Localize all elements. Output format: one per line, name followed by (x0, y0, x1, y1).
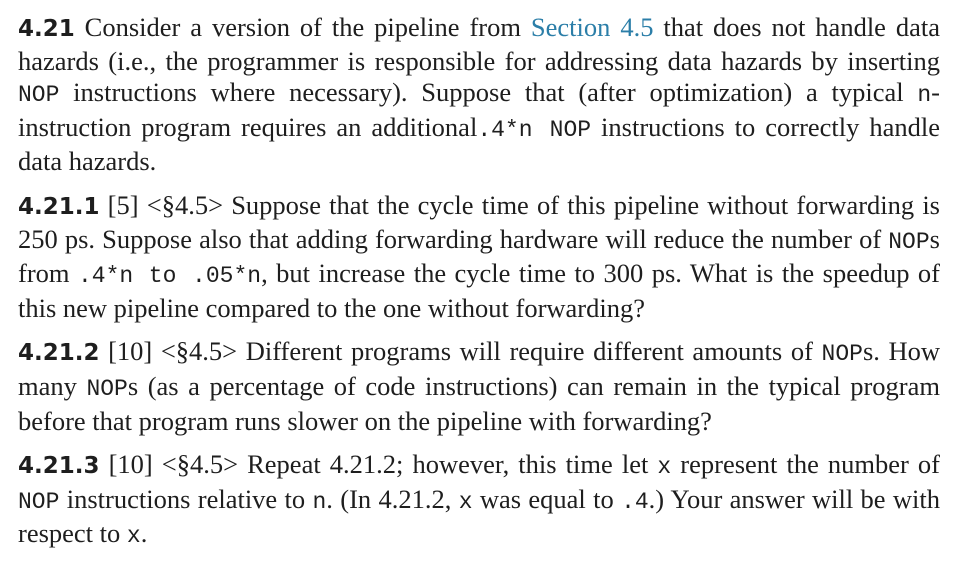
code-term: .4*n NOP (477, 116, 592, 143)
code-term: NOP (821, 341, 863, 368)
part-number: 4.21.1 (18, 193, 100, 220)
code-term: NOP (18, 82, 60, 109)
problem-text: that does not handle data hazards (i.e., the programmer is responsible for addressing data hazards by inserting (18, 12, 940, 76)
code-term: NOP (888, 228, 930, 255)
code-term: x (657, 454, 672, 481)
part-text: , but increase the cycle time to 300 ps. What is the speedup of this new pipeline compared to the one without forwarding? (18, 258, 941, 323)
part-4-21-3 (18, 449, 940, 553)
part-text: [10] <§4.5> Repeat 4.21.2; however, this time let (99, 449, 658, 480)
part-text: was equal to (472, 483, 622, 514)
problem-text: Consider a version of the pipeline from (74, 12, 531, 42)
part-text: s from (18, 223, 940, 289)
part-text: . (In 4.21.2, (326, 483, 459, 514)
part-text: . (140, 518, 148, 549)
exercise-page (18, 12, 940, 565)
part-text: represent the number of (671, 449, 941, 480)
part-text: s (as a percentage of code instructions) can remain in the typical program before that program runs slower on the pipeline with forwarding? (18, 370, 941, 436)
part-text: instructions relative to (59, 483, 313, 514)
code-term: n (917, 82, 932, 109)
code-term: n (312, 488, 327, 515)
problem-4-21 (18, 12, 940, 178)
problem-text: -instruction program requires an additional (18, 77, 940, 142)
part-4-21-1 (18, 190, 940, 324)
part-text: .) Your answer will be with respect to (18, 483, 941, 549)
part-text: [10] <§4.5> Different programs will require different amounts of (99, 336, 822, 367)
problem-text: instructions to correctly handle data hazards. (18, 111, 940, 177)
part-number: 4.21.2 (18, 340, 100, 367)
part-text: s. How many (18, 336, 940, 401)
part-4-21-2 (18, 336, 940, 437)
code-term: x (126, 523, 141, 550)
code-term: x (458, 488, 473, 515)
code-term: .4 (621, 488, 649, 515)
code-term: .4*n to .05*n (77, 263, 262, 290)
problem-text: instructions where necessary). Suppose that (after optimization) a typical (59, 77, 918, 108)
part-text: [5] <§4.5> Suppose that the cycle time of this pipeline without forwarding is 250 ps. Suppose also that adding forwarding hardware will reduce the number of (18, 189, 940, 254)
section-link[interactable]: Section 4.5 (530, 12, 654, 42)
problem-number: 4.21 (18, 16, 75, 42)
code-term: NOP (86, 375, 128, 402)
part-number: 4.21.3 (18, 453, 100, 480)
code-term: NOP (18, 488, 60, 515)
